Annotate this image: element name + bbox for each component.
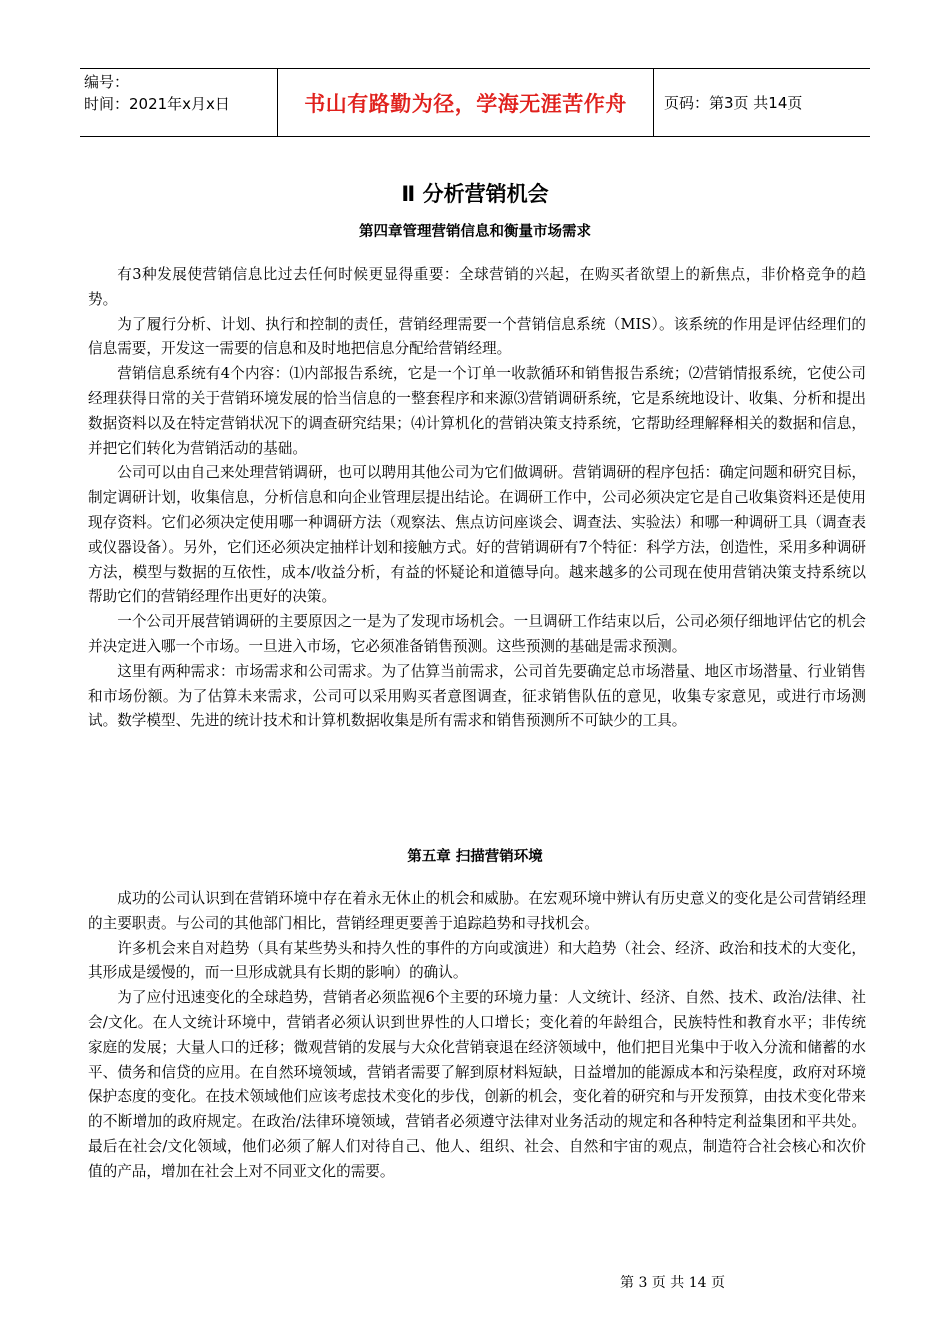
- page-footer: 第 3 页 共 14 页: [620, 1275, 725, 1291]
- paragraph: 营销信息系统有4个内容：⑴内部报告系统，它是一个订单一收款循环和销售报告系统；⑵营销情报系统，它使公司经理获得日常的关于营销环境发展的恰当信息的一整套程序和来源⑶营销调研系统，它是系统地设计、收集、分析和提出数据资料以及在特定营销状况下的调查研究结果；⑷计算机化的营销决策支持系统，它帮助经理解释相关的数据和信息，并把它们转化为营销活动的基础。: [88, 365, 866, 457]
- chapter5-body: [88, 887, 866, 1185]
- paragraph: 一个公司开展营销调研的主要原因之一是为了发现市场机会。一旦调研工作结束以后，公司必须仔细地评估它的机会并决定进入哪一个市场。一旦进入市场，它必须准备销售预测。这些预测的基础是需求预测。: [88, 613, 866, 655]
- document-time: 时间：2021年x月x日: [84, 95, 230, 113]
- page-header: [80, 68, 870, 137]
- chapter4-title: 第四章管理营销信息和衡量市场需求: [359, 224, 591, 240]
- part-title: Ⅱ 分析营销机会: [401, 182, 549, 206]
- header-meta: [80, 69, 278, 136]
- paragraph: 许多机会来自对趋势（具有某些势头和持久性的事件的方向或演进）和大趋势（社会、经济、政治和技术的大变化，其形成是缓慢的，而一旦形成就具有长期的影响）的确认。: [88, 939, 866, 982]
- paragraph: 公司可以由自己来处理营销调研，也可以聘用其他公司为它们做调研。营销调研的程序包括：确定问题和研究目标，制定调研计划，收集信息，分析信息和向企业管理层提出结论。在调研工作中，公司必须决定它是自己收集资料还是使用现存资料。它们必须决定使用哪一种调研方法（观察法、焦点访问座谈会、调查法、实验法）和哪一种调研工具（调查表或仪器设备）。另外，它们还必须决定抽样计划和接触方式。好的营销调研有7个特征：科学方法，创造性，采用多种调研方法，模型与数据的互依性，成本/收益分析，有益的怀疑论和道德导向。越来越多的公司现在使用营销决策支持系统以帮助它们的营销经理作出更好的决策。: [88, 464, 866, 606]
- header-page-info: 页码：第3页 共14页: [664, 94, 803, 112]
- document-number-label: 编号：: [84, 73, 130, 91]
- chapter4-body: [88, 263, 866, 734]
- paragraph: 这里有两种需求：市场需求和公司需求。为了估算当前需求，公司首先要确定总市场潜量、地区市场潜量、行业销售和市场份额。为了估算未来需求，公司可以采用购买者意图调查，征求销售队伍的意见，收集专家意见，或进行市场测试。数学模型、先进的统计技术和计算机数据收集是所有需求和销售预测所不可缺少的工具。: [88, 662, 866, 730]
- paragraph: 为了履行分析、计划、执行和控制的责任，营销经理需要一个营销信息系统（MIS）。该系统的作用是评估经理们的信息需要，开发这一需要的信息和及时地把信息分配给营销经理。: [88, 315, 866, 358]
- paragraph: 成功的公司认识到在营销环境中存在着永无休止的机会和威胁。在宏观环境中辨认有历史意义的变化是公司营销经理的主要职责。与公司的其他部门相比，营销经理更要善于追踪趋势和寻找机会。: [88, 890, 866, 932]
- header-motto: 书山有路勤为径，学海无涯苦作舟: [304, 91, 627, 116]
- chapter5-title: 第五章 扫描营销环境: [407, 849, 543, 865]
- paragraph: 为了应付迅速变化的全球趋势，营销者必须监视6个主要的环境力量：人文统计、经济、自然、技术、政治/法律、社会/文化。在人文统计环境中，营销者必须认识到世界性的人口增长；变化着的年龄组合，民族特性和教育水平；非传统家庭的发展；大量人口的迁移；微观营销的发展与大众化营销衰退在经济领域中，他们把目光集中于收入分流和储蓄的水平、债务和信贷的应用。在自然环境领域，营销者需要了解到原材料短缺，日益增加的能源成本和污染程度，政府对环境保护态度的变化。在技术领域他们应该考虑技术变化的步伐，创新的机会，变化着的研究和与开发预算，由技术变化带来的不断增加的政府规定。在政治/法律环境领域，营销者必须遵守法律对业务活动的规定和各种特定利益集团和平共处。最后在社会/文化领域，他们必须了解人们对待自己、他人、组织、社会、自然和宇宙的观点，制造符合社会核心和次价值的产品，增加在社会上对不同亚文化的需要。: [88, 989, 866, 1180]
- paragraph: 有3种发展使营销信息比过去任何时候更显得重要：全球营销的兴起，在购买者欲望上的新焦点，非价格竞争的趋势。: [88, 266, 866, 308]
- header-motto-cell: [278, 69, 654, 136]
